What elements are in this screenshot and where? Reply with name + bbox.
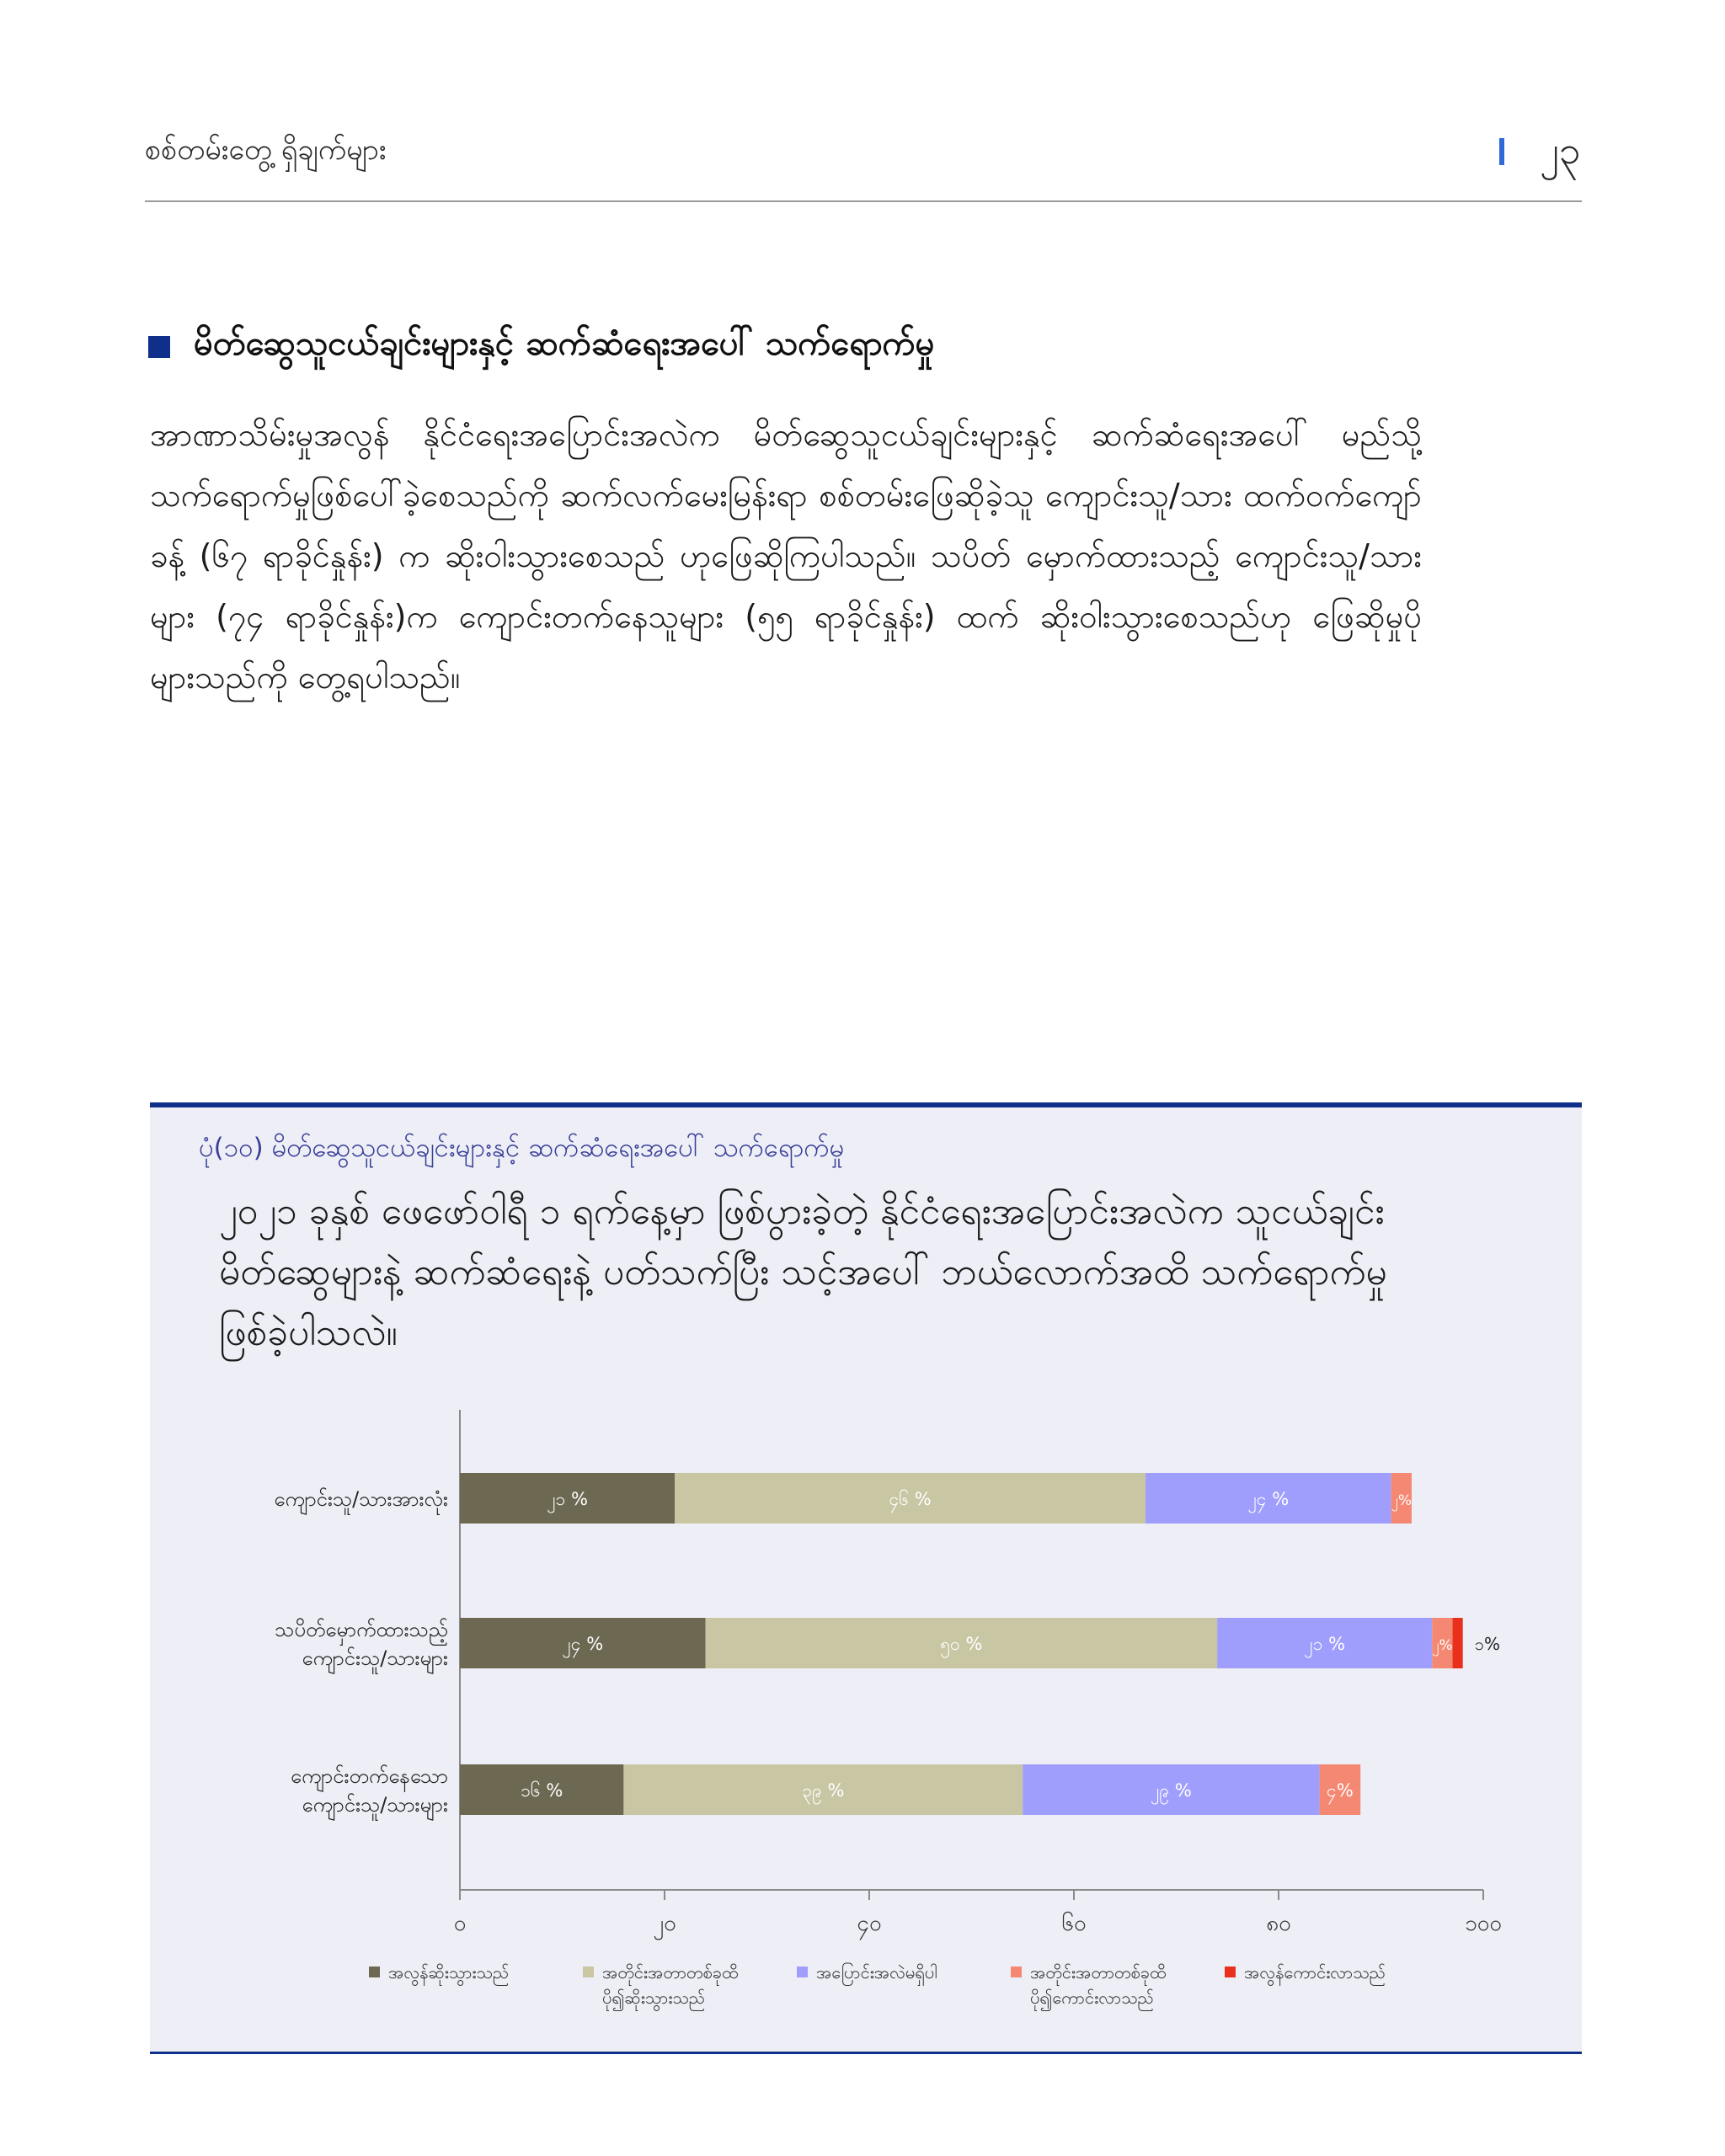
page-number: ၂၃ <box>1540 127 1581 173</box>
legend-item <box>1011 1961 1196 2012</box>
bar-data-label: ၂၄ % <box>1247 1489 1290 1509</box>
legend-item <box>369 1961 554 2012</box>
heading-square-icon <box>148 336 170 358</box>
section-heading <box>148 322 935 371</box>
legend-item <box>797 1961 982 2012</box>
bar-data-label: ၂၁ % <box>1304 1634 1346 1654</box>
bar-data-label: ၂၄ % <box>562 1634 604 1654</box>
x-tick-label: ၁၀၀ <box>1465 1911 1502 1936</box>
header-divider <box>145 200 1582 202</box>
bar-data-label: ၄၆ % <box>889 1489 932 1509</box>
bar-data-label: ၁၆ % <box>521 1780 563 1801</box>
figure-panel <box>150 1102 1582 2054</box>
legend-swatch-icon <box>583 1967 594 1977</box>
figure-bottom-rule <box>150 2052 1582 2054</box>
x-tick-label: ၆၀ <box>1061 1911 1087 1936</box>
running-header-title: စစ်တမ်းတွေ့ ရှိချက်များ <box>145 133 387 167</box>
figure-question: ၂၀၂၁ ခုနှစ် ဖေဖော်ဝါရီ ၁ ရက်နေ့မှာ ဖြစ်ပွားခဲ့တဲ့ နိုင်ငံရေးအပြောင်းအလဲက သူငယ်ချင်းမိတ်ဆွေများနဲ့ ဆက်ဆံရေးနဲ့ ပတ်သက်ပြီး သင့်အပေါ် ဘယ်လောက်အထိ သက်ရောက်မှုဖြစ်ခဲ့ပါသလဲ။ <box>219 1190 1387 1354</box>
x-tick-label: ၈၀ <box>1266 1911 1291 1936</box>
stacked-bar-chart <box>150 1102 1582 2054</box>
bar-segment <box>1453 1618 1463 1668</box>
bar-data-label: ၂% <box>1391 1492 1413 1509</box>
bar-data-label: ၃၉ % <box>802 1780 845 1801</box>
legend-item <box>1225 1961 1410 2012</box>
x-tick-label: ၀ <box>453 1911 467 1936</box>
bar-data-label: ၂၉ % <box>1151 1780 1192 1801</box>
x-tick-label: ၂၀ <box>653 1911 676 1936</box>
legend-swatch-icon <box>369 1967 380 1977</box>
bar-data-label: ၅၀ % <box>940 1634 983 1654</box>
legend-swatch-icon <box>1225 1967 1236 1977</box>
bar-data-label: ၁% <box>1474 1634 1500 1654</box>
legend-label: အတိုင်းအတာတစ်ခုထိ ပို၍ကောင်းလာသည် <box>1030 1962 1167 2008</box>
chart-legend <box>369 1961 1464 2012</box>
legend-swatch-icon <box>1011 1967 1022 1977</box>
category-label: ကျောင်းသူ/သားများ <box>302 1646 448 1670</box>
bar-data-label: ၄% <box>1327 1780 1354 1801</box>
figure-label: ပုံ(၁၀) မိတ်ဆွေသူငယ်ချင်းများနှင့် ဆက်ဆံရေးအပေါ် သက်ရောက်မှု <box>199 1133 845 1163</box>
page-marker-bar <box>1499 138 1504 165</box>
body-paragraph: အာဏာသိမ်းမှုအလွန် နိုင်ငံရေးအပြောင်းအလဲက မိတ်ဆွေသူငယ်ချင်းများနှင့် ဆက်ဆံရေးအပေါ် မည်သို့ သက်ရောက်မှုဖြစ်ပေါ်ခဲ့စေသည်ကို ဆက်လက်မေးမြန်းရာ စစ်တမ်းဖြေဆိုခဲ့သူ ကျောင်းသူ/သား ထက်ဝက်ကျော်ခန့် (၆၇ ရာခိုင်နှုန်း) က ဆိုးဝါးသွားစေသည် ဟုဖြေဆိုကြပါသည်။ သပိတ် မှောက်ထားသည့် ကျောင်းသူ/သားများ (၇၄ ရာခိုင်နှုန်း)က ကျောင်းတက်နေသူများ (၅၅ ရာခိုင်နှုန်း) ထက် ဆိုးဝါးသွားစေသည်ဟု ဖြေဆိုမှုပိုများသည်ကို တွေ့ရပါသည်။ <box>150 416 1422 696</box>
category-label: ကျောင်းတက်နေသော <box>290 1764 448 1788</box>
bar-data-label: ၂% <box>1432 1637 1453 1654</box>
legend-label: အပြောင်းအလဲမရှိပါ <box>816 1962 937 1983</box>
legend-swatch-icon <box>797 1967 808 1977</box>
legend-label: အလွန်ဆိုးသွားသည် <box>388 1962 510 1983</box>
legend-label: အလွန်ကောင်းလာသည် <box>1244 1962 1386 1983</box>
legend-label: အတိုင်းအတာတစ်ခုထိ ပို၍ဆိုးသွားသည် <box>602 1962 739 2008</box>
x-tick-label: ၄၀ <box>857 1911 882 1936</box>
category-label: ကျောင်းသူ/သားအားလုံး <box>274 1487 448 1511</box>
bar-data-label: ၂၁ % <box>547 1489 588 1509</box>
section-heading-text: မိတ်ဆွေသူငယ်ချင်းများနှင့် ဆက်ဆံရေးအပေါ် သက်ရောက်မှု <box>194 324 935 363</box>
category-label: သပိတ်မှောက်ထားသည့် <box>275 1618 448 1641</box>
legend-item <box>583 1961 768 2012</box>
category-label: ကျောင်းသူ/သားများ <box>302 1793 448 1817</box>
